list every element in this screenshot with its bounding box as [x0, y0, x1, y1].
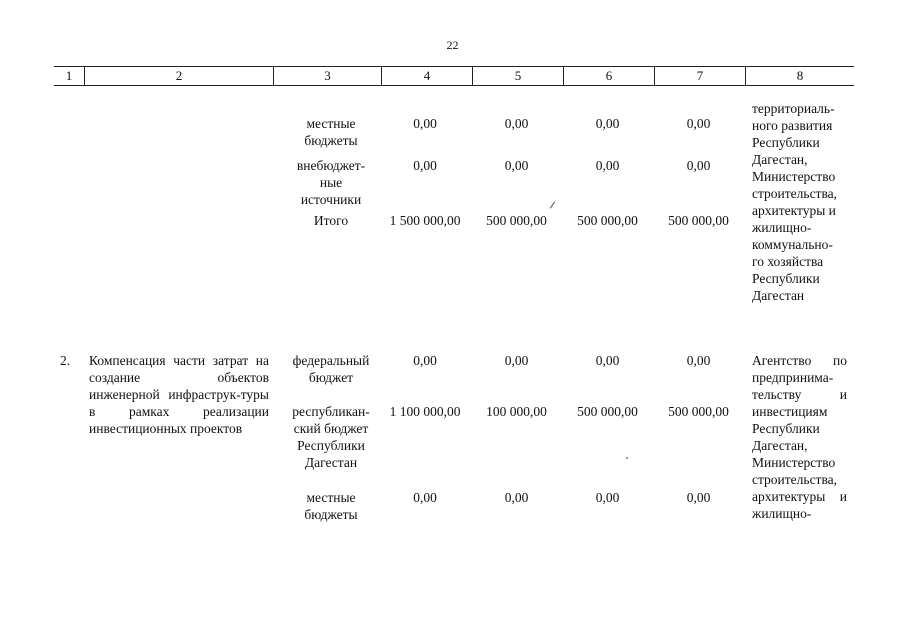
header-col-1: 1 [54, 67, 85, 85]
value-cell: 0,00 [595, 116, 620, 131]
value-cell: 500 000,00 [577, 213, 638, 228]
header-col-4: 4 [382, 67, 473, 85]
header-col-8: 8 [796, 68, 804, 83]
value-cell: 0,00 [504, 353, 529, 368]
header-col-5: 5 [473, 67, 564, 85]
value-cell: 0,00 [595, 490, 620, 505]
value-cell: 0,00 [413, 116, 437, 131]
value-cell: 500 000,00 [577, 404, 638, 419]
value-cell: 0,00 [413, 490, 437, 505]
executor-block-1: территориаль- ного развития Республики Дагестан, Министерство строительства, архитектуры и жилищно- коммунально- го хозяйства Республики Дагестан [752, 101, 838, 303]
value-cell: 0,00 [413, 353, 437, 368]
table-header-row [54, 66, 854, 86]
value-cell: 0,00 [504, 158, 529, 173]
page-number: 22 [446, 38, 459, 52]
source-federal-budget: федеральный бюджет [292, 353, 370, 385]
source-local-budgets: местные бюджеты [304, 116, 358, 148]
source-local-budgets-2: местные бюджеты [304, 490, 358, 522]
value-cell: 500 000,00 [668, 213, 729, 228]
header-col-7: 7 [655, 67, 746, 85]
header-col-2: 2 [85, 67, 274, 85]
value-cell: 500 000,00 [486, 213, 547, 228]
value-cell: 0,00 [595, 158, 620, 173]
value-cell: 0,00 [686, 353, 711, 368]
value-cell: 1 500 000,00 [389, 213, 461, 228]
item-number: 2. [60, 353, 71, 368]
value-cell: 0,00 [595, 353, 620, 368]
scan-mark [626, 457, 628, 459]
value-cell: 0,00 [686, 490, 711, 505]
header-col-6: 6 [564, 67, 655, 85]
scan-mark [550, 201, 555, 208]
executor-block-2: Агентство по предпринима-тельству и инвестициям Республики Дагестан, Министерство строительства, архитектуры и жилищно- [752, 353, 847, 521]
value-cell: 0,00 [504, 490, 529, 505]
value-cell: 0,00 [686, 158, 711, 173]
value-cell: 1 100 000,00 [389, 404, 461, 419]
source-republican-budget: республикан- ский бюджет Республики Дагестан [292, 404, 370, 470]
header-col-3: 3 [274, 67, 382, 85]
source-extrabudgetary: внебюджет- ные источники [296, 158, 366, 207]
value-cell: 500 000,00 [668, 404, 729, 419]
value-cell: 0,00 [413, 158, 437, 173]
value-cell: 100 000,00 [486, 404, 547, 419]
value-cell: 0,00 [686, 116, 711, 131]
item-title: Компенсация части затрат на создание объектов инженерной инфраструк-туры в рамках реализации инвестиционных проектов [89, 353, 269, 436]
value-cell: 0,00 [504, 116, 529, 131]
source-total: Итого [313, 213, 349, 228]
